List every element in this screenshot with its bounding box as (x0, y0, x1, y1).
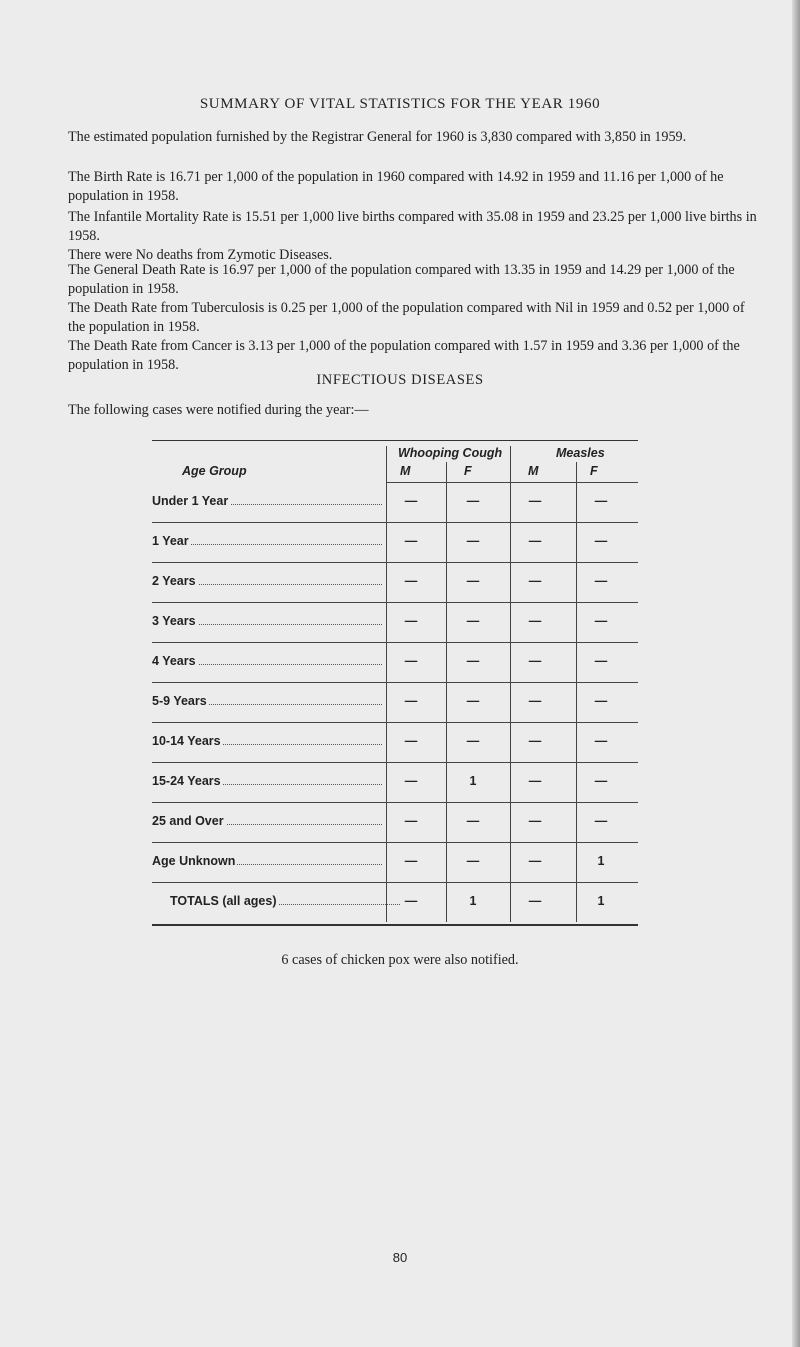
table-row (152, 602, 638, 642)
cell-measles-f: 1 (597, 894, 605, 908)
cell-wc-f: — (466, 534, 480, 548)
cell-wc-m: — (404, 854, 418, 868)
cell-measles-m: — (528, 694, 542, 708)
page-edge (792, 0, 800, 1347)
cell-measles-m: — (528, 534, 542, 548)
header-measles-m: M (528, 464, 539, 478)
cell-measles-f: — (594, 694, 608, 708)
header-age-group: Age Group (182, 464, 247, 478)
paragraph-death-rate: The General Death Rate is 16.97 per 1,000 of the population compared with 13.35 in 1959 and 14.29 per 1,000 of the population in 1958. (68, 262, 735, 297)
paragraph-infant-mortality: The Infantile Mortality Rate is 15.51 per 1,000 live births compared with 35.08 in 1959 and 23.25 per 1,000 live births in 1958. (68, 209, 757, 244)
paragraph-birth-rate: The Birth Rate is 16.71 per 1,000 of the population in 1960 compared with 14.92 in 1959 and 11.16 per 1,000 of he population in 1958. (68, 169, 724, 204)
cell-wc-f: — (466, 614, 480, 628)
cell-wc-f: — (466, 854, 480, 868)
row-label: Age Unknown (152, 854, 236, 868)
cell-wc-m: — (404, 494, 418, 508)
footnote: 6 cases of chicken pox were also notified. (281, 952, 519, 968)
cell-measles-m: — (528, 734, 542, 748)
cell-wc-m: — (404, 654, 418, 668)
paragraph-tuberculosis: The Death Rate from Tuberculosis is 0.25 per 1,000 of the population compared with Nil in 1959 and 0.52 per 1,000 of the population in 1958. (68, 300, 745, 335)
cell-measles-f: — (594, 574, 608, 588)
cell-measles-f: — (594, 654, 608, 668)
table-row (152, 762, 638, 802)
header-whooping-cough: Whooping Cough (398, 446, 503, 460)
cell-wc-f: — (466, 654, 480, 668)
cell-measles-f: — (594, 534, 608, 548)
cell-wc-m: — (404, 614, 418, 628)
header-measles: Measles (556, 446, 605, 460)
row-label: 5-9 Years (152, 694, 207, 708)
cell-measles-m: — (528, 894, 542, 908)
paragraph-population: The estimated population furnished by the Registrar General for 1960 is 3,830 compared with 3,850 in 1959. (68, 129, 687, 145)
cell-wc-m: — (404, 814, 418, 828)
row-label: 25 and Over (152, 814, 224, 828)
row-label: 3 Years (152, 614, 196, 628)
cell-wc-f: 1 (469, 774, 477, 788)
cell-wc-m: — (404, 734, 418, 748)
table-bottom-rule (152, 924, 638, 926)
cell-wc-m: — (404, 574, 418, 588)
row-label: Under 1 Year (152, 494, 229, 508)
cell-wc-f: 1 (469, 894, 477, 908)
totals-label: TOTALS (all ages) (170, 894, 277, 908)
row-label: 10-14 Years (152, 734, 221, 748)
cell-measles-m: — (528, 654, 542, 668)
header-wc-m: M (400, 464, 411, 478)
cell-wc-f: — (466, 734, 480, 748)
cell-wc-m: — (404, 774, 418, 788)
cell-measles-f: — (594, 494, 608, 508)
cell-wc-f: — (466, 574, 480, 588)
cell-measles-m: — (528, 774, 542, 788)
row-label: 1 Year (152, 534, 189, 548)
table-top-rule (152, 440, 638, 441)
page-title: SUMMARY OF VITAL STATISTICS FOR THE YEAR 1960 (199, 96, 601, 112)
table-row (152, 682, 638, 722)
cell-wc-m: — (404, 894, 418, 908)
header-wc-f: F (464, 464, 472, 478)
table-row (152, 482, 638, 522)
cell-measles-f: — (594, 814, 608, 828)
table-row (152, 562, 638, 602)
cell-wc-f: — (466, 494, 480, 508)
cell-measles-m: — (528, 494, 542, 508)
cell-measles-m: — (528, 854, 542, 868)
table-row (152, 642, 638, 682)
cell-wc-f: — (466, 814, 480, 828)
header-measles-f: F (590, 464, 598, 478)
cell-measles-f: — (594, 734, 608, 748)
cell-measles-f: 1 (597, 854, 605, 868)
cell-measles-f: — (594, 614, 608, 628)
table-row (152, 722, 638, 762)
cell-measles-m: — (528, 574, 542, 588)
table-row (152, 522, 638, 562)
cell-measles-f: — (594, 774, 608, 788)
paragraph-cancer: The Death Rate from Cancer is 3.13 per 1,000 of the population compared with 1.57 in 1959 and 3.36 per 1,000 of the population in 1958. (68, 338, 740, 373)
row-label: 2 Years (152, 574, 196, 588)
cell-wc-f: — (466, 694, 480, 708)
table-row (152, 842, 638, 882)
section-heading: INFECTIOUS DISEASES (316, 372, 484, 388)
cell-wc-m: — (404, 534, 418, 548)
totals-row (152, 882, 638, 922)
row-label: 4 Years (152, 654, 196, 668)
intro-text: The following cases were notified during the year:— (68, 402, 369, 418)
cell-measles-m: — (528, 814, 542, 828)
page-number: 80 (392, 1250, 408, 1265)
row-label: 15-24 Years (152, 774, 221, 788)
table-row (152, 802, 638, 842)
cell-wc-m: — (404, 694, 418, 708)
paragraph-zymotic: There were No deaths from Zymotic Diseases. (68, 247, 333, 263)
cell-measles-m: — (528, 614, 542, 628)
